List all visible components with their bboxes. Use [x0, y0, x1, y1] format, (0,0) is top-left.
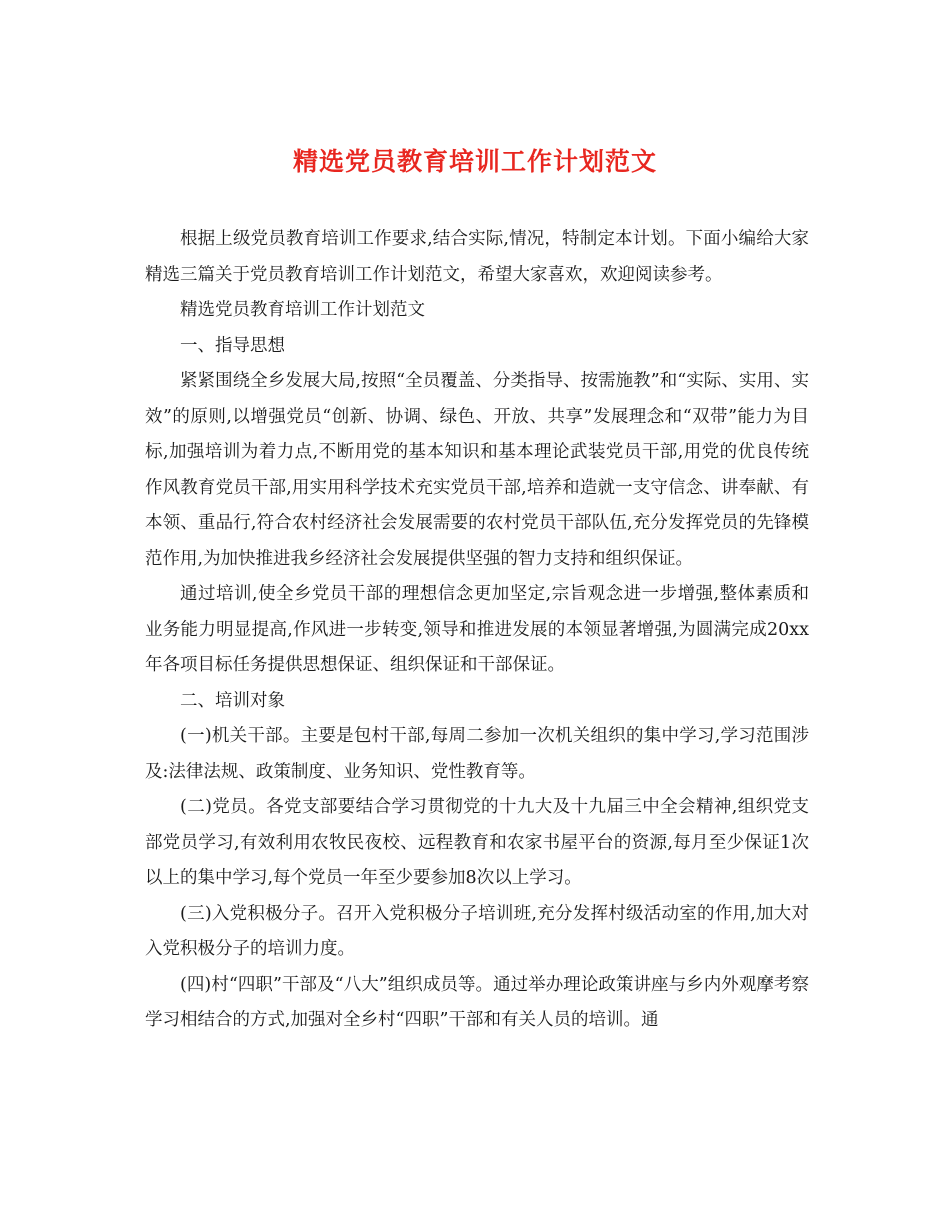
document-title: 精选党员教育培训工作计划范文	[292, 147, 657, 176]
document-body	[145, 222, 809, 1039]
paragraph-target-cadres: (一)机关干部。主要是包村干部,每周二参加一次机关组织的集中学习,学习范围涉及:法律法规、政策制度、业务知识、党性教育等。	[145, 726, 809, 782]
paragraph-intro: 根据上级党员教育培训工作要求,结合实际,情况，特制定本计划。下面小编给大家精选三篇关于党员教育培训工作计划范文，希望大家喜欢，欢迎阅读参考。	[145, 229, 809, 285]
paragraph-subtitle: 精选党员教育培训工作计划范文	[180, 300, 425, 320]
section-heading-training-targets: 二、培训对象	[180, 690, 285, 711]
paragraph-training-goals: 通过培训,使全乡党员干部的理想信念更加坚定,宗旨观念进一步增强,整体素质和业务能力明显提高,作风进一步转变,领导和推进发展的本领显著增强,为圆满完成20xx年各项目标任务提供思想保证、组织保证和干部保证。	[145, 584, 809, 675]
paragraph-target-members: (二)党员。各党支部要结合学习贯彻党的十九大及十九届三中全会精神,组织党支部党员学习,有效利用农牧民夜校、远程教育和农家书屋平台的资源,每月至少保证1次以上的集中学习,每个党员一年至少要参加8次以上学习。	[145, 797, 809, 888]
paragraph-guiding-ideology: 紧紧围绕全乡发展大局,按照“全员覆盖、分类指导、按需施教”和“实际、实用、实效”的原则,以增强党员“创新、协调、绿色、开放、共享”发展理念和“双带”能力为目标,加强培训为着力点,不断用党的基本知识和基本理论武装党员干部,用党的优良传统作风教育党员干部,用实用科学技术充实党员干部,培养和造就一支守信念、讲奉献、有本领、重品行,符合农村经济社会发展需要的农村党员干部队伍,充分发挥党员的先锋模范作用,为加快推进我乡经济社会发展提供坚强的智力支持和组织保证。	[145, 371, 809, 569]
paragraph-target-village-cadres: (四)村“四职”干部及“八大”组织成员等。通过举办理论政策讲座与乡内外观摩考察学习相结合的方式,加强对全乡村“四职”干部和有关人员的培训。通	[145, 974, 809, 1030]
paragraph-target-activists: (三)入党积极分子。召开入党积极分子培训班,充分发挥村级活动室的作用,加大对入党积极分子的培训力度。	[145, 903, 809, 959]
section-heading-guiding-ideology: 一、指导思想	[180, 335, 285, 356]
